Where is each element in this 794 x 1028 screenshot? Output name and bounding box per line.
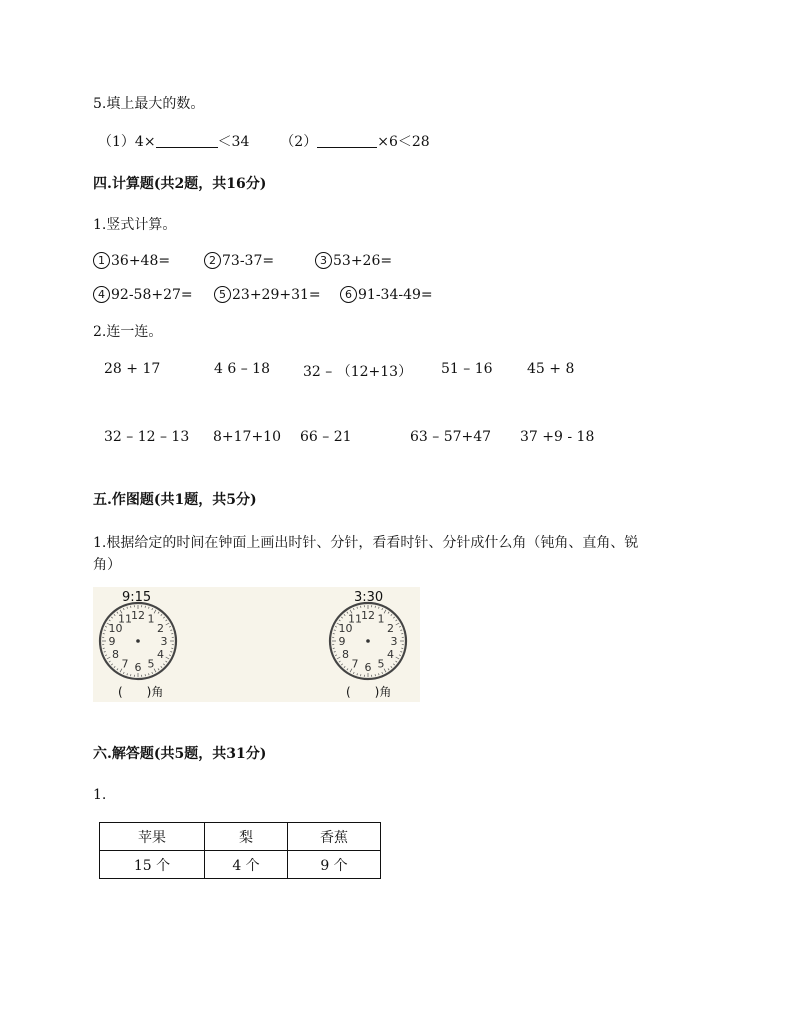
clock-tick bbox=[396, 657, 399, 659]
q5-part2-blank[interactable] bbox=[317, 135, 377, 148]
clock-tick bbox=[166, 661, 168, 662]
clock-numeral: 8 bbox=[341, 648, 349, 661]
clock-tick bbox=[114, 614, 115, 615]
clock-numeral: 3 bbox=[160, 635, 168, 648]
clock-tick bbox=[344, 614, 345, 615]
clock-tick bbox=[109, 661, 111, 662]
match-bottom-4[interactable]: 63 – 57+47 bbox=[410, 429, 492, 445]
clock-tick bbox=[169, 626, 171, 627]
calc-expression: 23+29+31= bbox=[232, 287, 321, 303]
section4-q2-title: 2.连一连。 bbox=[93, 324, 163, 340]
section5-q1-line2: 角） bbox=[93, 557, 121, 573]
clock-tick bbox=[163, 617, 164, 618]
calc-item-4 bbox=[93, 286, 193, 303]
clock-numeral: 6 bbox=[364, 661, 372, 674]
clock-tick bbox=[161, 666, 162, 667]
calc-expression: 53+26= bbox=[333, 253, 393, 269]
q5-part2-label: （2） bbox=[280, 134, 318, 150]
clock-tick bbox=[152, 608, 153, 610]
clock-tick bbox=[357, 607, 358, 609]
match-top-3[interactable]: 32 – （12+13） bbox=[303, 364, 413, 380]
clock-tick bbox=[388, 669, 389, 671]
calc-expression: 36+48= bbox=[111, 253, 171, 269]
table-cell: 4 个 bbox=[205, 851, 288, 879]
clock-numeral: 2 bbox=[387, 622, 395, 635]
clock-tick bbox=[104, 652, 106, 653]
clock-tick bbox=[158, 612, 159, 614]
match-bottom-5[interactable]: 37 +9 - 18 bbox=[520, 429, 595, 445]
clock-tick bbox=[353, 608, 354, 610]
clock-tick bbox=[341, 664, 342, 665]
clock-tick bbox=[379, 673, 380, 675]
clock-tick bbox=[158, 669, 159, 671]
clock-tick bbox=[400, 630, 402, 631]
circled-number: 4 bbox=[93, 286, 110, 303]
clock-tick bbox=[391, 614, 392, 615]
clock-tick bbox=[114, 666, 115, 667]
clock-numeral: 1 bbox=[377, 612, 385, 626]
clock-tick bbox=[104, 630, 106, 631]
clock-tick bbox=[344, 666, 345, 667]
clock-numeral: 2 bbox=[157, 622, 165, 635]
clock-numeral: 12 bbox=[131, 609, 145, 622]
match-top-4[interactable]: 51 – 16 bbox=[441, 361, 493, 377]
clock-tick bbox=[117, 669, 118, 671]
table-header-row bbox=[100, 823, 381, 851]
clock-tick bbox=[166, 620, 168, 621]
q5-part2-right: ×6＜28 bbox=[377, 134, 430, 150]
table-header-cell: 苹果 bbox=[100, 823, 205, 851]
calc-item-3 bbox=[315, 252, 392, 269]
clock-1-answer[interactable]: ( )角 bbox=[118, 685, 164, 699]
clock-tick bbox=[105, 626, 107, 627]
calc-item-6 bbox=[340, 286, 433, 303]
clock-tick bbox=[127, 673, 128, 675]
clock-tick bbox=[149, 607, 150, 609]
clock-numeral: 5 bbox=[377, 657, 385, 671]
q5-part1-label: （1） bbox=[98, 134, 135, 150]
clock-tick bbox=[393, 664, 394, 665]
q5-title: 5.填上最大的数。 bbox=[93, 96, 205, 112]
q5-blanks-row bbox=[98, 131, 430, 151]
clock-tick bbox=[161, 614, 162, 615]
clock-tick bbox=[166, 657, 169, 659]
circled-number: 5 bbox=[214, 286, 231, 303]
q5-part1-left: 4× bbox=[134, 134, 156, 150]
clock-1-time: 9:15 bbox=[122, 590, 152, 605]
q5-part1-blank[interactable] bbox=[156, 135, 218, 148]
clock-tick bbox=[107, 657, 110, 659]
clock-tick bbox=[163, 664, 164, 665]
clock-tick bbox=[388, 612, 389, 614]
clock-numeral: 4 bbox=[157, 648, 165, 661]
clock-tick bbox=[341, 617, 342, 618]
calc-expression: 73-37= bbox=[222, 253, 275, 269]
section4-q1-title: 1.竖式计算。 bbox=[93, 217, 177, 233]
clock-tick bbox=[382, 608, 383, 610]
match-bottom-3[interactable]: 66 – 21 bbox=[300, 429, 352, 445]
clock-numeral: 10 bbox=[338, 622, 353, 635]
clock-numeral: 8 bbox=[111, 648, 119, 661]
match-bottom-1[interactable]: 32 – 12 – 13 bbox=[104, 429, 190, 445]
match-bottom-2[interactable]: 8+17+10 bbox=[213, 429, 281, 445]
clock-tick bbox=[396, 661, 398, 662]
clock-numeral: 10 bbox=[108, 622, 123, 635]
clock-numeral: 3 bbox=[390, 635, 398, 648]
clock-figure bbox=[93, 587, 420, 702]
clock-tick bbox=[357, 673, 358, 675]
clock-numeral: 12 bbox=[361, 609, 375, 622]
clock-numeral: 11 bbox=[118, 612, 132, 626]
circled-number: 1 bbox=[93, 252, 110, 269]
clock-tick bbox=[382, 672, 383, 674]
clock-numeral: 7 bbox=[121, 657, 129, 671]
section6-header: 六.解答题(共5题，共31分) bbox=[93, 746, 267, 762]
calc-item-2 bbox=[204, 252, 274, 269]
table-cell: 15 个 bbox=[100, 851, 205, 879]
clock-tick bbox=[337, 657, 340, 659]
clock-numeral: 11 bbox=[348, 612, 362, 626]
clock-tick bbox=[109, 620, 111, 621]
table-row bbox=[100, 851, 381, 879]
clock-tick bbox=[123, 608, 124, 610]
calc-expression: 92-58+27= bbox=[111, 287, 193, 303]
clock-center-dot bbox=[366, 639, 370, 643]
clock-numeral: 4 bbox=[387, 648, 395, 661]
section6-q1-number: 1. bbox=[93, 787, 107, 803]
clock-tick bbox=[393, 617, 394, 618]
section4-header: 四.计算题(共2题，共16分) bbox=[93, 176, 267, 192]
table-header-cell: 香蕉 bbox=[288, 823, 381, 851]
clock-tick bbox=[152, 672, 153, 674]
clock-numeral: 9 bbox=[108, 635, 116, 648]
match-top-2[interactable]: 4 6 – 18 bbox=[214, 361, 270, 377]
clock-tick bbox=[149, 673, 150, 675]
clock-tick bbox=[391, 666, 392, 667]
clock-tick bbox=[353, 672, 354, 674]
section5-q1-line1: 1.根据给定的时间在钟面上画出时针、分针，看看时针、分针成什么角（钝角、直角、锐 bbox=[93, 535, 639, 551]
match-top-5[interactable]: 45 + 8 bbox=[527, 361, 575, 377]
q5-part1-right: ＜34 bbox=[217, 134, 250, 150]
clock-tick bbox=[379, 607, 380, 609]
clock-tick bbox=[334, 630, 336, 631]
clock-tick bbox=[127, 607, 128, 609]
clock-tick bbox=[396, 623, 399, 625]
clock-numeral: 1 bbox=[147, 612, 155, 626]
clock-tick bbox=[111, 664, 112, 665]
clock-numeral: 6 bbox=[134, 661, 142, 674]
clock-tick bbox=[335, 626, 337, 627]
clock-tick bbox=[334, 652, 336, 653]
clock-tick bbox=[105, 655, 107, 656]
clock-tick bbox=[339, 661, 341, 662]
clock-2-time: 3:30 bbox=[354, 590, 384, 605]
match-top-1[interactable]: 28 + 17 bbox=[104, 361, 161, 377]
calc-item-5 bbox=[214, 286, 321, 303]
clock-tick bbox=[166, 623, 169, 625]
clock-numeral: 5 bbox=[147, 657, 155, 671]
clock-numeral: 9 bbox=[338, 635, 346, 648]
clock-tick bbox=[170, 630, 172, 631]
fruit-table bbox=[99, 822, 381, 879]
circled-number: 6 bbox=[340, 286, 357, 303]
section5-header: 五.作图题(共1题，共5分) bbox=[93, 492, 257, 508]
calc-expression: 91-34-49= bbox=[358, 287, 433, 303]
clock-tick bbox=[339, 620, 341, 621]
clock-center-dot bbox=[136, 639, 140, 643]
table-header-cell: 梨 bbox=[205, 823, 288, 851]
clock-tick bbox=[111, 617, 112, 618]
calc-item-1 bbox=[93, 252, 170, 269]
table-cell: 9 个 bbox=[288, 851, 381, 879]
clock-face-1[interactable] bbox=[100, 603, 176, 679]
clock-tick bbox=[399, 626, 401, 627]
clock-2-answer[interactable]: ( )角 bbox=[346, 685, 392, 699]
clock-face-2[interactable] bbox=[330, 603, 406, 679]
clock-tick bbox=[399, 655, 401, 656]
clock-tick bbox=[347, 669, 348, 671]
clock-tick bbox=[400, 652, 402, 653]
clock-tick bbox=[123, 672, 124, 674]
clock-numeral: 7 bbox=[351, 657, 359, 671]
clock-tick bbox=[396, 620, 398, 621]
circled-number: 2 bbox=[204, 252, 221, 269]
circled-number: 3 bbox=[315, 252, 332, 269]
clock-tick bbox=[335, 655, 337, 656]
clock-tick bbox=[170, 652, 172, 653]
clock-tick bbox=[169, 655, 171, 656]
